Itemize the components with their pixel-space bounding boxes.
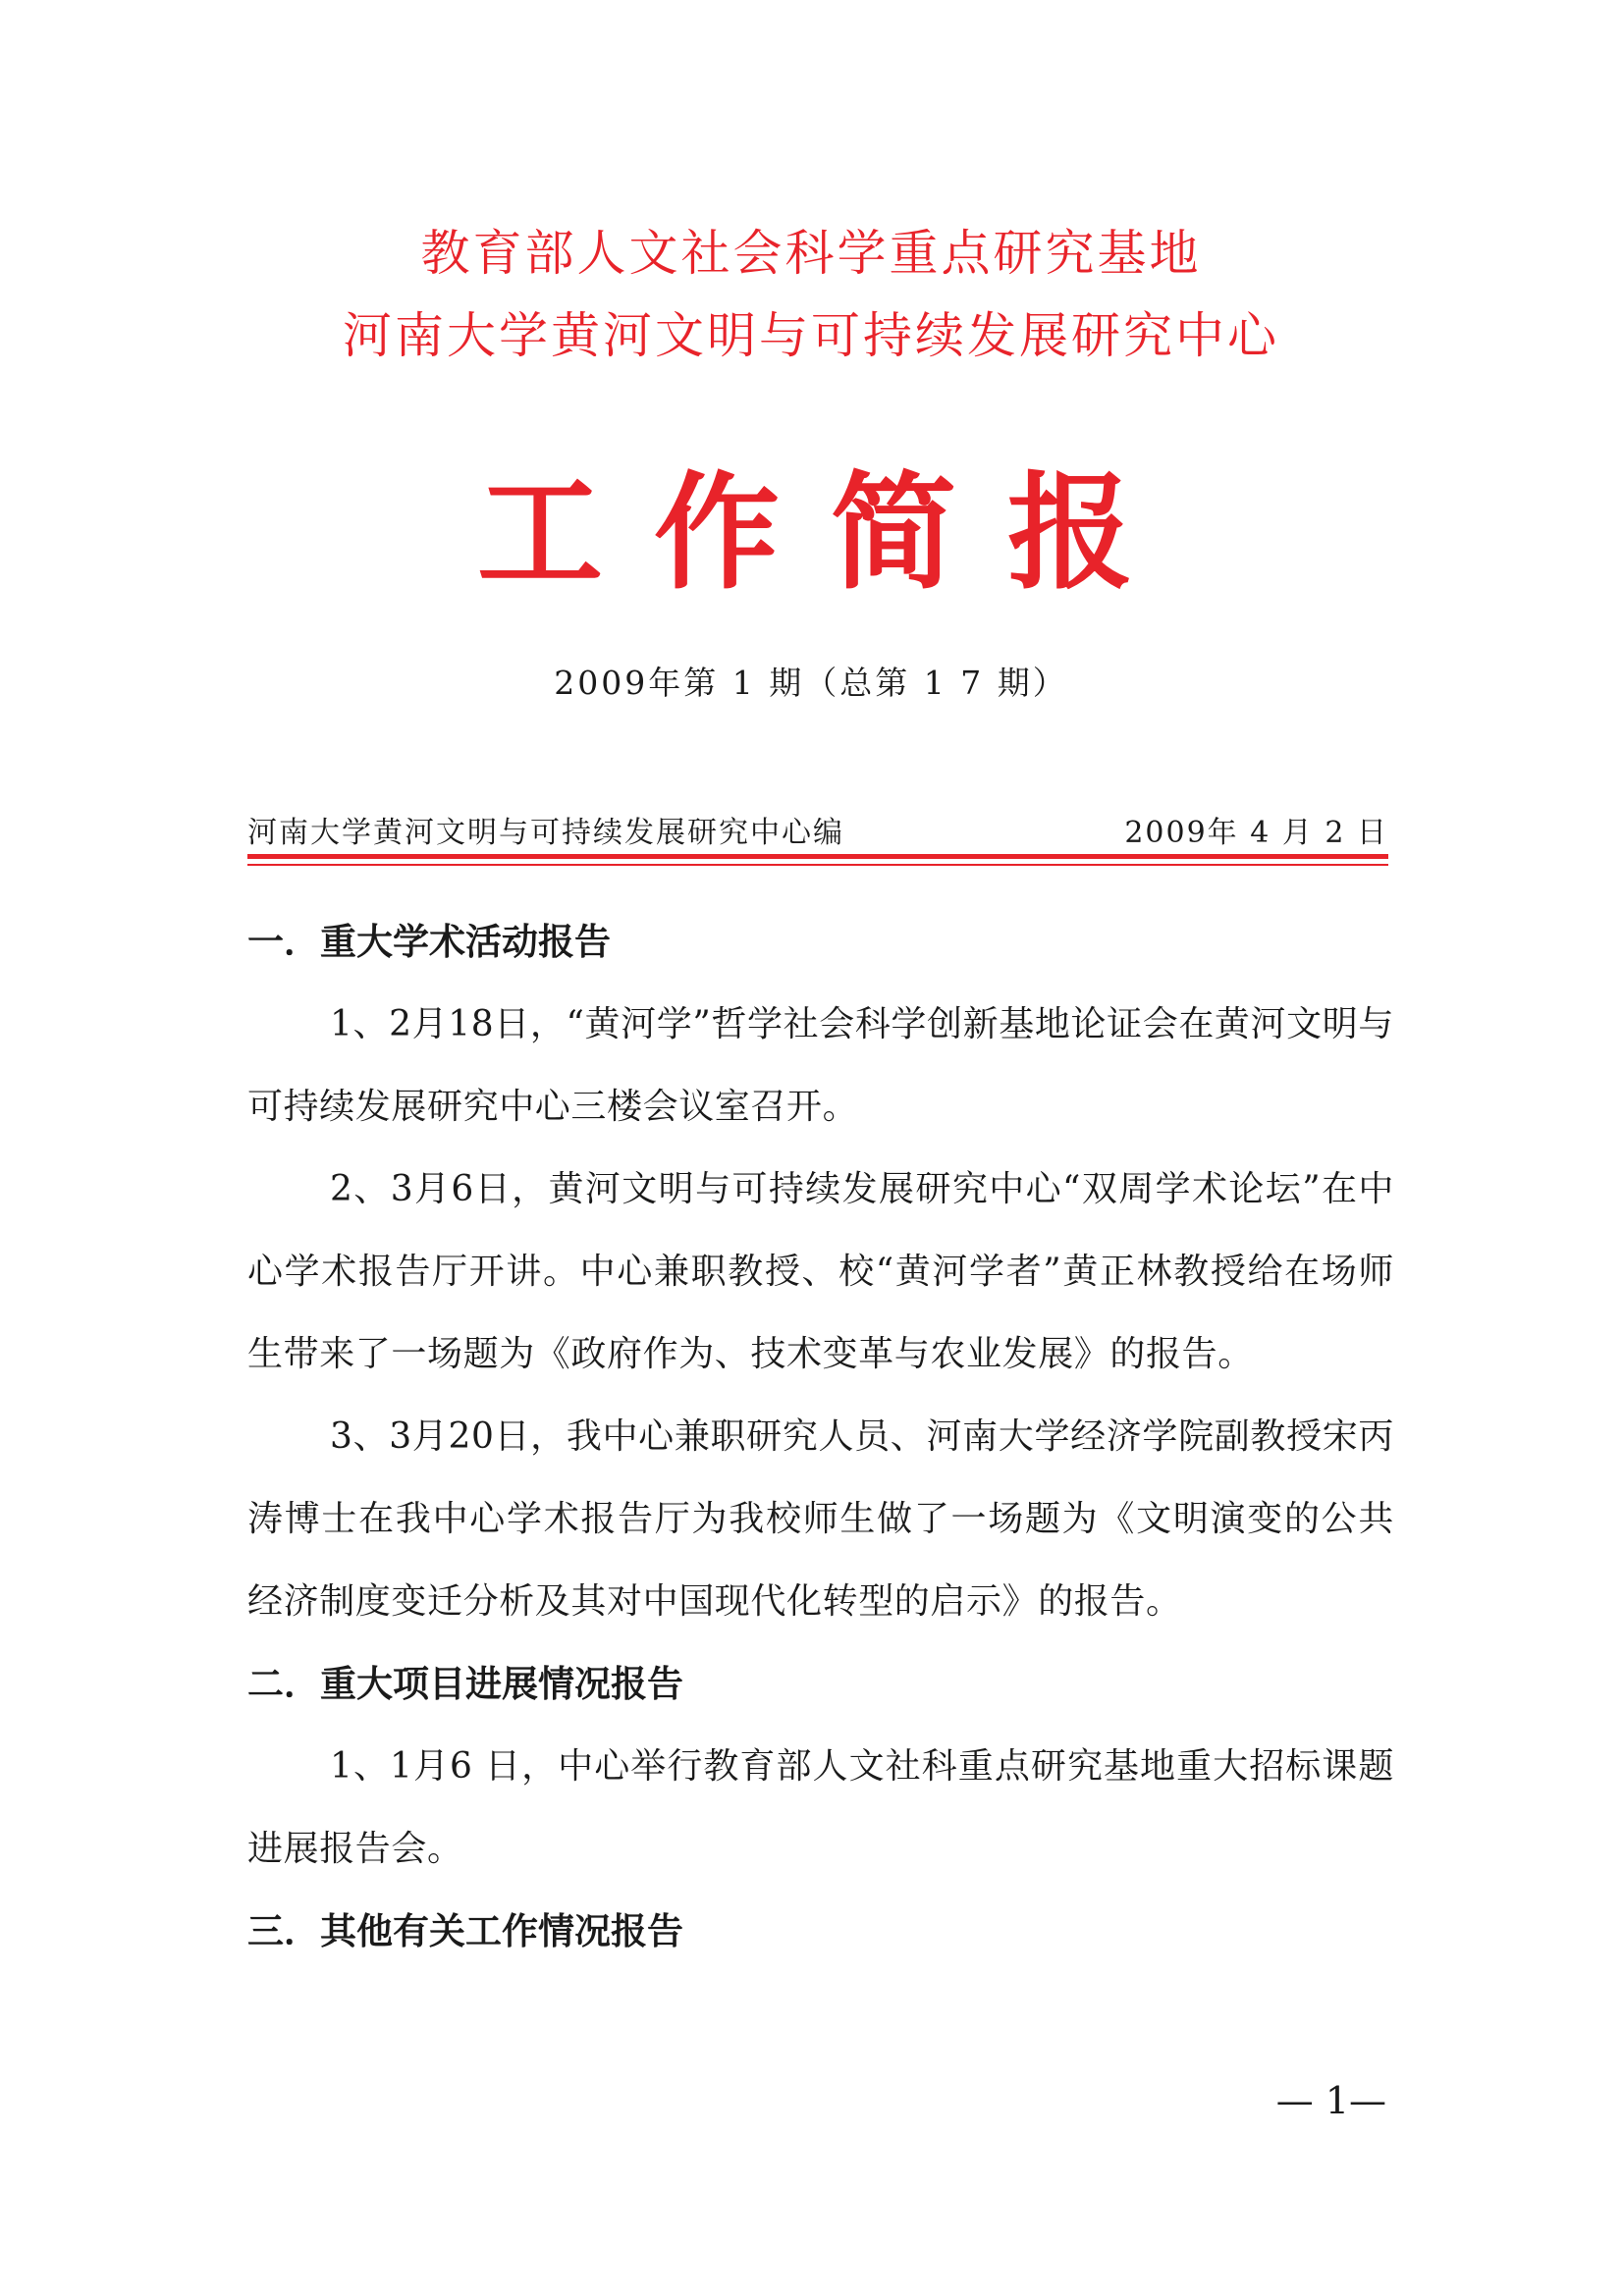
section-paragraph: 3、3月20日，我中心兼职研究人员、河南大学经济学院副教授宋丙涛博士在我中心学术报告厅为我校师生做了一场题为《文明演变的公共经济制度变迁分析及其对中国现代化转型的启示》的报告。 — [247, 1416, 1394, 1622]
bulletin-title: 工作简报 — [476, 460, 1184, 607]
header-divider-thin — [247, 864, 1388, 866]
bulletin-body — [247, 901, 1394, 1973]
section-heading: 三．其他有关工作情况报告 — [247, 1910, 683, 1952]
org-name-line-2: 河南大学黄河文明与可持续发展研究中心 — [343, 307, 1279, 364]
header-divider-thick — [247, 854, 1388, 859]
page-number: — 1— — [1275, 2079, 1386, 2122]
section-heading: 一．重大学术活动报告 — [247, 921, 611, 963]
editor-line: 河南大学黄河文明与可持续发展研究中心编 — [247, 816, 844, 850]
section-paragraph: 1、1月6 日，中心举行教育部人文社科重点研究基地重大招标课题进展报告会。 — [247, 1746, 1394, 1869]
publish-date: 2009年 4 月 2 日 — [1124, 816, 1388, 850]
section-paragraph: 1、2月18日，“黄河学”哲学社会科学创新基地论证会在黄河文明与可持续发展研究中心三楼会议室召开。 — [247, 1004, 1394, 1127]
issue-number: 2009年第 1 期（总第 1 7 期） — [554, 664, 1068, 702]
section-paragraph: 2、3月6日，黄河文明与可持续发展研究中心“双周学术论坛”在中心学术报告厅开讲。中心兼职教授、校“黄河学者”黄正林教授给在场师生带来了一场题为《政府作为、技术变革与农业发展》的报告。 — [247, 1169, 1394, 1374]
section-heading: 二．重大项目进展情况报告 — [247, 1663, 683, 1705]
org-name-line-1: 教育部人文社会科学重点研究基地 — [420, 225, 1202, 282]
